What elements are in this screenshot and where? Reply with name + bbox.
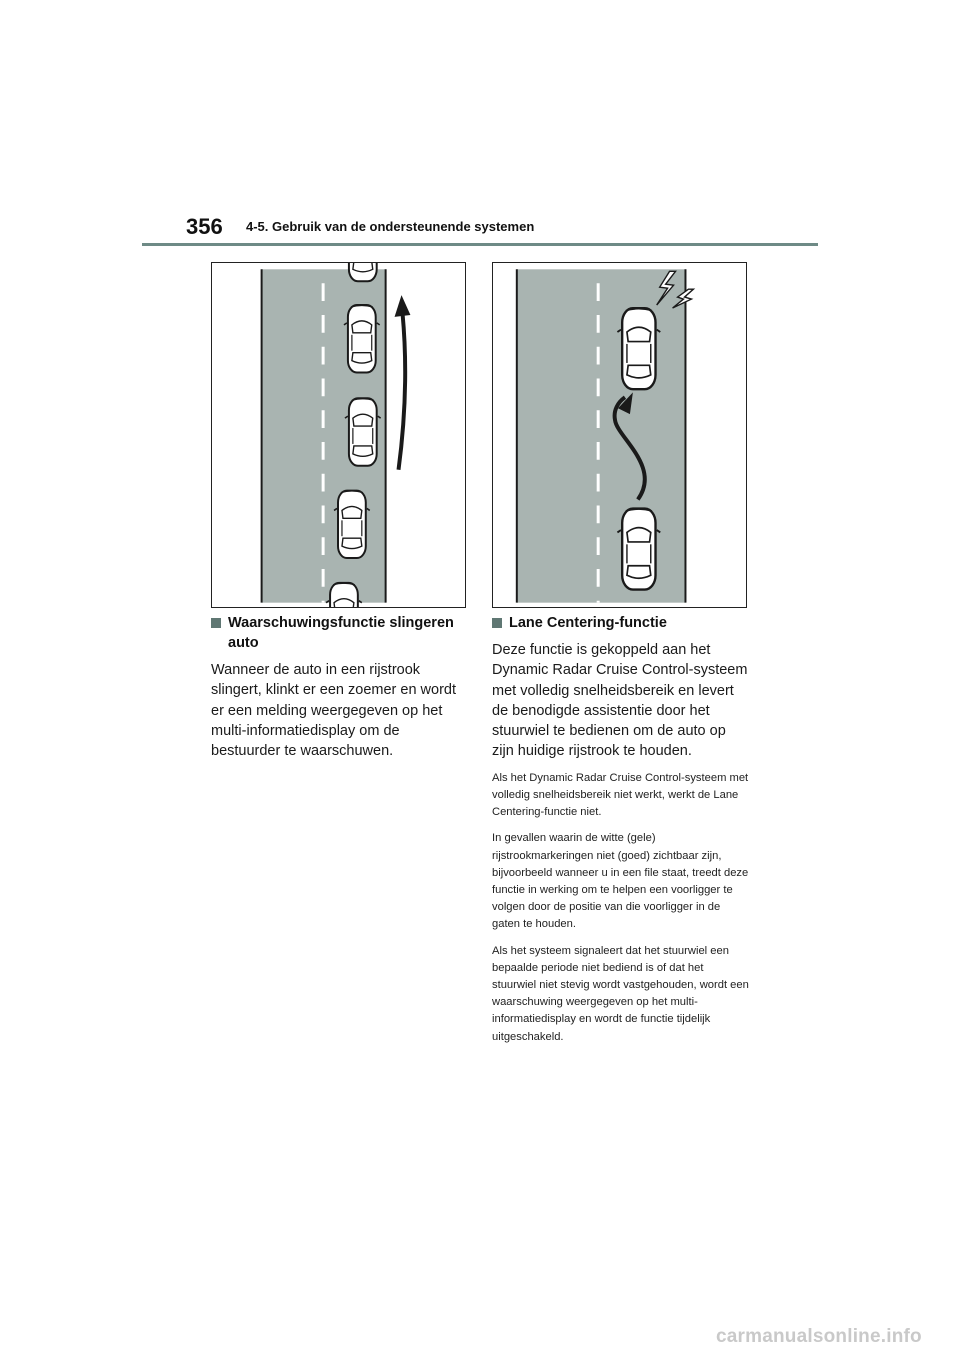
- note-paragraph: Als het Dynamic Radar Cruise Control-systeem met volledig snelheidsbereik niet werkt, werkt de Lane Centering-functie niet.: [492, 771, 749, 819]
- bullet-square-icon: [492, 618, 502, 628]
- subheading-text: Lane Centering-functie: [509, 615, 667, 631]
- page-number: 356: [186, 214, 223, 239]
- car-icon: [326, 583, 362, 607]
- car-icon: [617, 308, 660, 389]
- subheading-sway-warning: [211, 613, 469, 653]
- car-icon: [344, 305, 380, 372]
- lane-centering-illustration: [492, 262, 747, 608]
- bullet-square-icon: [211, 618, 221, 628]
- right-column: [492, 613, 750, 1055]
- subheading-text: Waarschuwingsfunctie slingeren auto: [228, 615, 454, 651]
- watermark: carmanualsonline.info: [716, 1326, 922, 1347]
- car-icon: [617, 509, 660, 590]
- body-paragraph: Wanneer de auto in een rijstrook slingert, klinkt er een zoemer en wordt er een melding weergegeven op het multi-informatiedisplay om de bestuurder te waarschuwen.: [211, 662, 456, 760]
- arrow-head-icon: [395, 295, 411, 317]
- note-paragraph: Als het systeem signaleert dat het stuurwiel een bepaalde periode niet bediend is of dat het stuurwiel niet stevig wordt vastgehouden, wordt een waarschuwing weergegeven op het multi-informatiedisplay en wordt de functie tijdelijk uitgeschakeld.: [492, 944, 749, 1043]
- note-paragraph: In gevallen waarin de witte (gele) rijstrookmarkeringen niet (goed) zichtbaar zijn, bijvoorbeeld wanneer u in een file staat, treedt deze functie in werking om te helpen een voorligger te volgen door de positie van die voorligger in de gaten te houden.: [492, 832, 749, 931]
- lane-sway-drawing: [212, 263, 465, 607]
- subheading-lane-centering: [492, 613, 750, 633]
- sway-arrow: [399, 313, 406, 470]
- lane-centering-drawing: [493, 263, 746, 607]
- header-rule: [142, 243, 818, 246]
- section-title: 4-5. Gebruik van de ondersteunende systemen: [246, 219, 535, 234]
- car-icon: [334, 491, 370, 558]
- left-column: [211, 613, 469, 769]
- road-surface: [517, 269, 686, 602]
- lane-sway-illustration: [211, 262, 466, 608]
- car-icon: [345, 398, 381, 465]
- body-paragraph: Deze functie is gekoppeld aan het Dynamic Radar Cruise Control-systeem met volledig snelheidsbereik en levert de benodigde assistentie door het stuurwiel te bedienen om de auto op zijn huidige rijstrook te houden.: [492, 642, 748, 760]
